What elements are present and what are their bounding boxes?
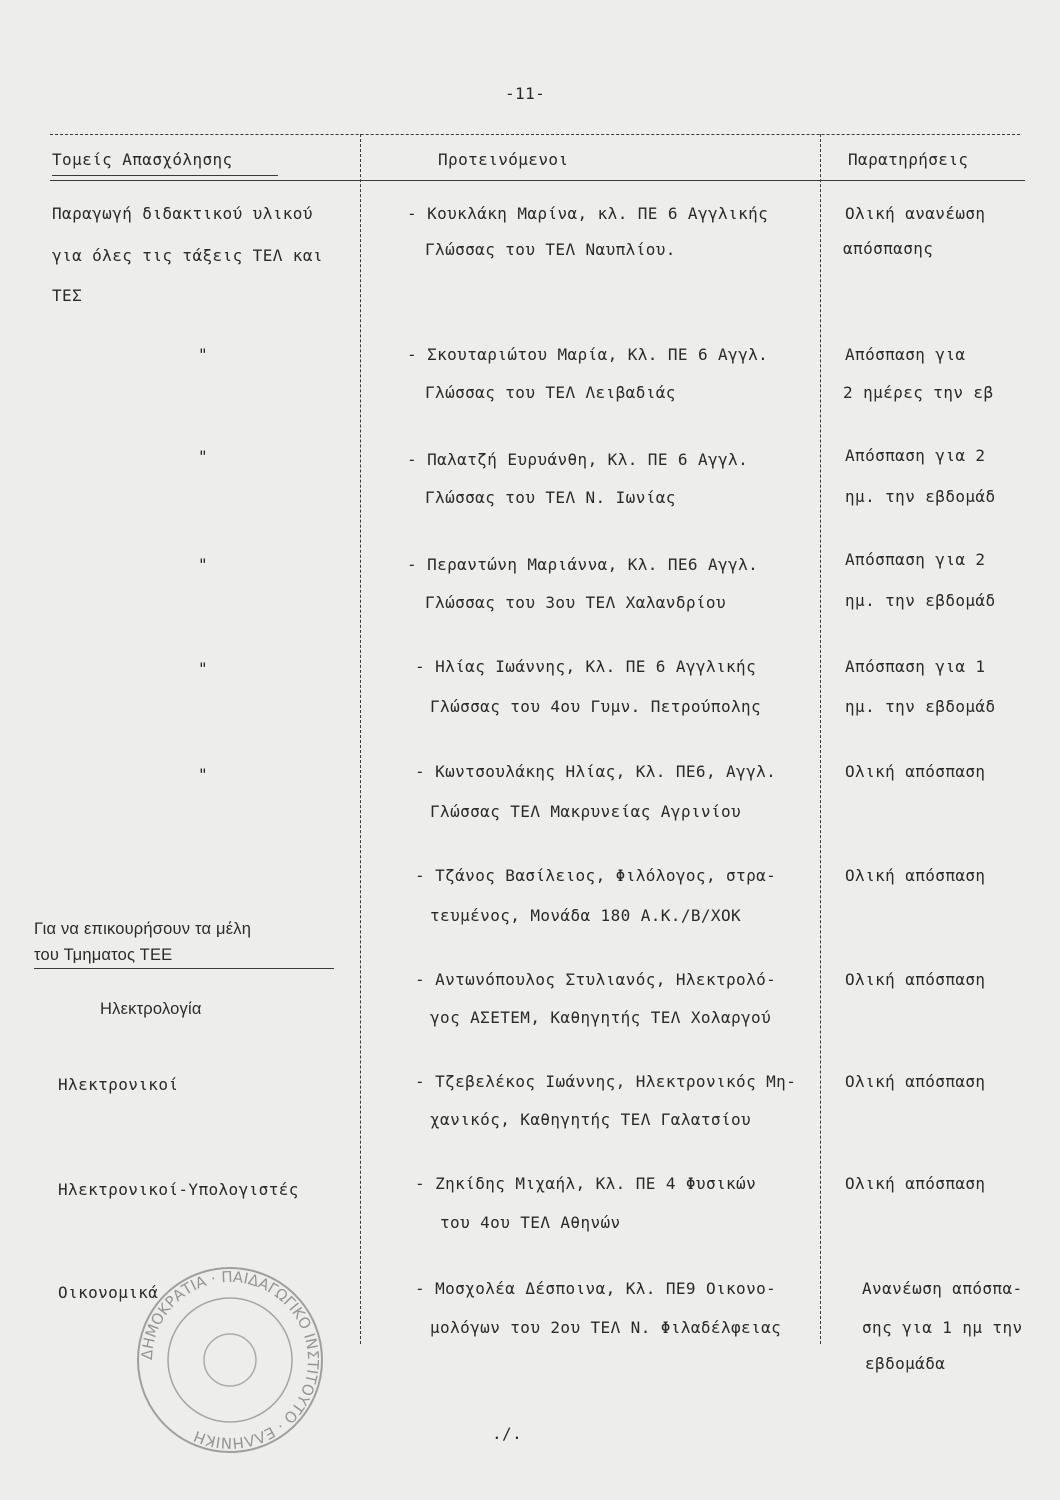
row4-remarks-line2: ημ. την εβδομάδ	[845, 591, 996, 610]
row11-sector: Οικονομικά	[58, 1283, 159, 1302]
row11-proposed-line2: μολόγων του 2ου ΤΕΛ Ν. Φιλαδέλφειας	[430, 1318, 782, 1337]
row9-proposed-line1: - Τζεβελέκος Ιωάννης, Ηλεκτρονικός Μη-	[415, 1072, 797, 1091]
row11-proposed-line1: - Μοσχολέα Δέσποινα, Κλ. ΠΕ9 Οικονο-	[415, 1279, 777, 1298]
row6-sector-ditto: "	[198, 765, 209, 784]
header-sectors-underline	[52, 175, 278, 176]
row7-remarks-line1: Ολική απόσπαση	[845, 866, 986, 885]
row6-remarks-line1: Ολική απόσπαση	[845, 762, 986, 781]
row9-proposed-line2: χανικός, Καθηγητής ΤΕΛ Γαλατσίου	[430, 1110, 752, 1129]
row1-remarks-line1: Ολική ανανέωση	[845, 204, 986, 223]
row6-proposed-line2: Γλώσσας ΤΕΛ Μακρυνείας Αγρινίου	[430, 802, 742, 821]
row1-sector-line3: ΤΕΣ	[52, 286, 83, 305]
row2-remarks-line2: 2 ημέρες την εβ	[843, 383, 994, 402]
header-remarks: Παρατηρήσεις	[848, 150, 969, 169]
group-heading-line2: του Τμηματος ΤΕΕ	[34, 946, 173, 964]
row5-sector-ditto: "	[198, 659, 209, 678]
header-sectors: Τομείς Απασχόλησης	[52, 150, 233, 169]
table-top-rule	[50, 134, 1020, 135]
row3-remarks-line2: ημ. την εβδομάδ	[845, 487, 996, 506]
row11-remarks-line2: σης για 1 ημ την	[862, 1318, 1023, 1337]
row3-sector-ditto: "	[198, 447, 209, 466]
header-bottom-rule	[50, 180, 1025, 181]
row9-remarks-line1: Ολική απόσπαση	[845, 1072, 986, 1091]
row8-sector: Ηλεκτρολογία	[100, 1000, 202, 1018]
row6-proposed-line1: - Κωντσουλάκης Ηλίας, Κλ. ΠΕ6, Αγγλ.	[415, 762, 777, 781]
row5-proposed-line1: - Ηλίας Ιωάννης, Κλ. ΠΕ 6 Αγγλικής	[415, 657, 757, 676]
row8-remarks-line1: Ολική απόσπαση	[845, 970, 986, 989]
row11-remarks-line3: εβδομάδα	[865, 1354, 946, 1373]
row1-proposed-line1: - Κουκλάκη Μαρίνα, κλ. ΠΕ 6 Αγγλικής	[407, 204, 769, 223]
row2-remarks-line1: Απόσπαση για	[845, 345, 966, 364]
row5-proposed-line2: Γλώσσας του 4ου Γυμν. Πετρούπολης	[430, 697, 762, 716]
row10-sector: Ηλεκτρονικοί-Υπολογιστές	[58, 1180, 299, 1199]
row3-remarks-line1: Απόσπαση για 2	[845, 446, 986, 465]
group-heading-line1: Για να επικουρήσουν τα μέλη	[34, 920, 252, 938]
row9-sector: Ηλεκτρονικοί	[58, 1075, 179, 1094]
row4-remarks-line1: Απόσπαση για 2	[845, 550, 986, 569]
row2-sector-ditto: "	[198, 345, 209, 364]
row10-proposed-line2: του 4ου ΤΕΛ Αθηνών	[440, 1213, 621, 1232]
row4-proposed-line1: - Περαντώνη Μαριάννα, Κλ. ΠΕ6 Αγγλ.	[407, 555, 759, 574]
row4-sector-ditto: "	[198, 555, 209, 574]
stamp-text: ΔΗΜΟΚΡΑΤΙΑ · ΠΑΙΔΑΓΩΓΙΚΟ ΙΝΣΤΙΤΟΥΤΟ · ΕΛΛΗΝΙΚΗ	[137, 1267, 323, 1453]
row10-proposed-line1: - Ζηκίδης Μιχαήλ, Κλ. ΠΕ 4 Φυσικών	[415, 1174, 757, 1193]
row11-remarks-line1: Ανανέωση απόσπα-	[862, 1279, 1023, 1298]
row2-proposed-line2: Γλώσσας του ΤΕΛ Λειβαδιάς	[425, 383, 676, 402]
row1-remarks-line2: απόσπασης	[843, 239, 934, 258]
row1-sector-line1: Παραγωγή διδακτικού υλικού	[52, 204, 313, 223]
row7-proposed-line1: - Τζάνος Βασίλειος, Φιλόλογος, στρα-	[415, 866, 777, 885]
row4-proposed-line2: Γλώσσας του 3ου ΤΕΛ Χαλανδρίου	[425, 593, 726, 612]
row2-proposed-line1: - Σκουταριώτου Μαρία, Κλ. ΠΕ 6 Αγγλ.	[407, 345, 769, 364]
column-divider-1	[360, 134, 361, 1344]
row8-proposed-line1: - Αντωνόπουλος Στυλιανός, Ηλεκτρολό-	[415, 970, 777, 989]
row1-proposed-line2: Γλώσσας του ΤΕΛ Ναυπλίου.	[425, 240, 676, 259]
row3-proposed-line1: - Παλατζή Ευρυάνθη, Κλ. ΠΕ 6 Αγγλ.	[407, 450, 749, 469]
continuation-mark: ./.	[492, 1424, 523, 1443]
row7-proposed-line2: τευμένος, Μονάδα 180 Α.Κ./Β/ΧΟΚ	[430, 906, 742, 925]
row10-remarks-line1: Ολική απόσπαση	[845, 1174, 986, 1193]
group-heading-underline	[34, 968, 334, 969]
official-stamp	[130, 1260, 330, 1460]
row5-remarks-line1: Απόσπαση για 1	[845, 657, 986, 676]
row1-sector-line2: για όλες τις τάξεις ΤΕΛ και	[52, 246, 323, 265]
row8-proposed-line2: γος ΑΣΕΤΕΜ, Καθηγητής ΤΕΛ Χολαργού	[430, 1008, 772, 1027]
column-divider-2	[820, 134, 821, 1344]
row5-remarks-line2: ημ. την εβδομάδ	[845, 697, 996, 716]
page-number: -11-	[505, 84, 546, 103]
row3-proposed-line2: Γλώσσας του ΤΕΛ Ν. Ιωνίας	[425, 488, 676, 507]
header-proposed: Προτεινόμενοι	[438, 150, 569, 169]
